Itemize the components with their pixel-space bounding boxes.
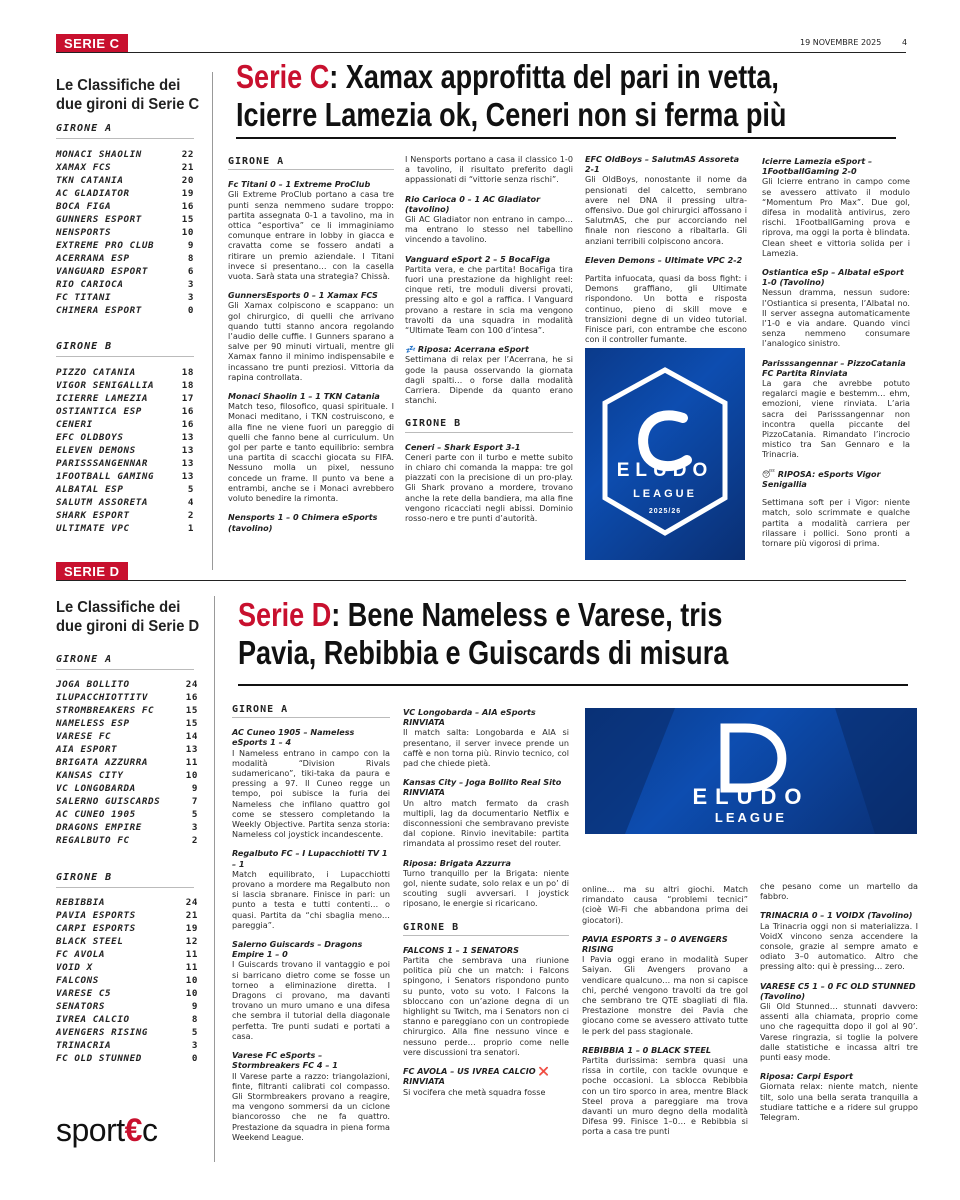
team-points: 3 [187, 292, 194, 303]
section-tag-serie-d: SERIE D [56, 562, 128, 580]
standings-row [56, 161, 194, 174]
standings-row [56, 974, 198, 987]
team-name: RIO CARIOCA [56, 279, 124, 290]
match-title: AC Cuneo 1905 – Nameless eSports 1 – 4 [232, 727, 355, 748]
standings-row [56, 795, 198, 808]
match-title: Icierre Lamezia eSport – 1FootballGaming 2-0 [762, 156, 873, 177]
match-title: Ostiantica eSp – Albatal eSport 1-0 (Tavolino) [762, 267, 904, 288]
standings-row [56, 457, 194, 470]
team-points: 11 [185, 757, 198, 768]
standings-row [56, 392, 194, 405]
standings-row [56, 252, 194, 265]
article-d-col4 [760, 881, 918, 1122]
team-points: 11 [185, 949, 198, 960]
standings-row [56, 187, 194, 200]
article-d-col1 [232, 703, 390, 1142]
match-report: Nessun dramma, nessun sudore: l’Ostiantica si presenta, l’Albatal no. Il server assegna automaticamente l’1-0 e via andare. Quando vinci senza nemmeno consumare l’analogico sinistro. [762, 287, 910, 349]
standings-row [56, 265, 194, 278]
team-name: PAVIA ESPORTS [56, 910, 136, 921]
match-title [403, 1066, 569, 1086]
team-points: 8 [187, 253, 194, 264]
team-name: TKN CATANIA [56, 175, 124, 186]
team-name: STROMBREAKERS FC [56, 705, 155, 716]
team-name: FC OLD STUNNED [56, 1053, 142, 1064]
standings-row [56, 717, 198, 730]
standings-row [56, 431, 194, 444]
team-points: 17 [181, 393, 194, 404]
team-points: 9 [191, 1001, 198, 1012]
match-report: Partita che sembrava una riunione politica più che un match: i Falcons spingono, i Senators rispondono punto su punto, voto su voto. I Falcons la sbloccano con un’azione degna di un highlight su Twitch, ma i Senators non ci stanno e pareggiano con un contropiede chirurgico. Alla fine nessuno vince e nessuno perde… proprio come nelle vere discussioni tra senatori. [403, 955, 569, 1057]
article-c-col2 [405, 154, 573, 523]
team-points: 15 [185, 718, 198, 729]
team-points: 21 [181, 162, 194, 173]
match-title-text: FC AVOLA – US IVREA CALCIO [403, 1066, 536, 1077]
team-points: 13 [181, 432, 194, 443]
headline-rule [238, 684, 908, 686]
match-report: Si vocifera che metà squadra fosse [403, 1086, 546, 1097]
column-rule [214, 596, 215, 1162]
standings-d-girone-a [56, 678, 198, 847]
match-title: Monaci Shaolin 1 – 1 TKN Catania [228, 391, 380, 402]
match-report: I Nensports portano a casa il classico 1-0 a tavolino, il risultato preferito dagli appassionati di “vittorie senza rischi”. [405, 154, 573, 185]
standings-row [56, 769, 198, 782]
standings-row [56, 291, 194, 304]
team-points: 15 [181, 214, 194, 225]
team-name: FC TITANI [56, 292, 112, 303]
team-name: NENSPORTS [56, 227, 112, 238]
match-report: Match teso, filosofico, quasi spirituale. I Monaci meditano, i TKN costruiscono, e alla fine ne viene fuori un pareggio di quelli che fanno bene al curriculum. Un gol per parte e tanto equilibrio: sembra una partita di scacchi giocata su FIFA. Nessuno molla un pixel, nessuno concede un frame. Il punto va bene a entrambi, anche se i Monaci avrebbero voluto benedire la rimonta. [228, 401, 394, 504]
team-points: 16 [181, 406, 194, 417]
team-name: ULTIMATE VPC [56, 523, 130, 534]
team-points: 13 [181, 458, 194, 469]
article-c-col4 [762, 156, 910, 548]
team-points: 3 [191, 1040, 198, 1051]
team-points: 3 [187, 279, 194, 290]
team-points: 10 [185, 988, 198, 999]
article-c-col3 [585, 154, 747, 344]
team-name: EXTREME PRO CLUB [56, 240, 155, 251]
match-title: Salerno Guiscards – Dragons Empire 1 – 0 [232, 939, 363, 960]
article-d-col2 [403, 707, 569, 1097]
team-name: GUNNERS ESPORT [56, 214, 142, 225]
team-name: REBIBBIA [56, 897, 106, 908]
header-rule [56, 52, 906, 53]
match-title: FALCONS 1 – 1 SENATORS [403, 944, 519, 955]
standings-row [56, 935, 198, 948]
match-title: PAVIA ESPORTS 3 – 0 AVENGERS RISING [582, 933, 728, 955]
team-points: 2 [191, 835, 198, 846]
standings-row [56, 366, 194, 379]
team-name: ELEVEN DEMONS [56, 445, 136, 456]
match-title: Ceneri – Shark Esport 3-1 [405, 441, 521, 452]
cross-icon: ❌ [538, 1066, 549, 1077]
standings-row [56, 821, 198, 834]
sidebar-d-girone-a-label: GIRONE A [56, 654, 113, 665]
sidebar-c-title [56, 76, 199, 114]
team-points: 14 [185, 731, 198, 742]
headline-d-line1: : Bene Nameless e Varese, tris [331, 596, 723, 633]
standings-row [56, 405, 194, 418]
headline-serie-d [238, 596, 728, 672]
match-title: 😴 RIPOSA: eSports Vigor Senigallia [762, 468, 881, 489]
brand-right: c [141, 1112, 158, 1148]
standings-row [56, 704, 198, 717]
team-points: 21 [185, 910, 198, 921]
match-report: Partita infuocata, quasi da boss fight: i Demons graffiano, gli Ultimate rispondono. Un botta e risposta continuo, pieno di skill move e transizioni degne di un video tutorial. Finisce pari, con entrambe che escono con il controller fumante. [585, 273, 747, 345]
match-report: Ceneri parte con il turbo e mette subito in chiaro chi comanda la mappa: tre gol piazzati con la precisione di un pro-play. Gli Shark provano a mordere, trovano anche la rete della bandiera, ma alla fine vengono ricacciati negli abissi. Dominio rosso-nero e tre punti d’autorità. [405, 451, 573, 524]
team-points: 20 [181, 175, 194, 186]
match-report: Gli Icierre entrano in campo come se avessero attivato il modulo “Momentum Pro Max”. Due gol, difesa in modalità antivirus, zero rischi. 1FootballGaming prova e riprova, ma oggi la porta è blindata. Clean sheet e vittoria solida per i Lamezia. [762, 176, 910, 258]
logo-wordmark: ELUDO [692, 784, 810, 809]
headline-c-line1: : Xamax approfitta del pari in vetta, [329, 58, 779, 95]
sidebar-c-girone-b-label: GIRONE B [56, 341, 113, 352]
team-name: XAMAX FCS [56, 162, 112, 173]
team-name: BRIGATA AZZURRA [56, 757, 148, 768]
standings-row [56, 1013, 198, 1026]
team-points: 13 [181, 445, 194, 456]
standings-row [56, 987, 198, 1000]
standings-row [56, 730, 198, 743]
girone-heading: GIRONE B [405, 418, 462, 430]
standings-row [56, 782, 198, 795]
team-name: NAMELESS ESP [56, 718, 130, 729]
standings-row [56, 418, 194, 431]
match-report: I Pavia oggi erano in modalità Super Saiyan. Gli Avengers provano a vendicare qualcuno… ma non si capisce chi, perché vengono travolti da tre gol che sembrano tre QTE sbagliati di fila. Prestazione monstre dei Pavia che giocano come se avessero attivato tutte le perk del pass stagionale. [582, 954, 748, 1036]
standings-row [56, 470, 194, 483]
page-number: 4 [902, 38, 908, 47]
match-title: Riposa: Brigata Azzurra [403, 857, 511, 868]
standings-c-girone-b [56, 366, 194, 535]
headline-serie-c [236, 58, 786, 134]
team-points: 10 [185, 770, 198, 781]
headline-c-line2: Icierre Lamezia ok, Ceneri non si ferma più [236, 96, 787, 133]
team-name: VARESE FC [56, 731, 112, 742]
match-report: online… ma su altri giochi. Match rimandato causa “problemi tecnici” (cioè Wi-Fi che abbandona prima dei giocatori). [582, 884, 748, 925]
divider [403, 935, 569, 936]
standings-row [56, 522, 194, 535]
team-name: AIA ESPORT [56, 744, 118, 755]
team-name: AC CUNEO 1905 [56, 809, 136, 820]
team-points: 16 [181, 201, 194, 212]
team-points: 8 [191, 1014, 198, 1025]
match-report: Il Varese parte a razzo: triangolazioni, finte, filtranti calibrati col compasso. Gli Stormbreakers provano a reagire, ma vengono sommersi da un ciclone biancorosso che ne fa quattro. Prestazione da squadra in piena forma Weekend League. [232, 1070, 390, 1142]
standings-d-girone-b [56, 896, 198, 1065]
match-report: Turno tranquillo per la Brigata: niente gol, niente sudate, solo relax e un po’ di scouting sugli avversari. I joystick riposano, le energie si ricaricano. [403, 867, 569, 909]
team-name: DRAGONS EMPIRE [56, 822, 142, 833]
match-report: Settimana di relax per l’Acerrana, he si gode la pausa osservando la giornata dagli spalti… o forse dalla modalità Carriera. Dipende da quanto erano stanchi. [405, 354, 573, 406]
standings-row [56, 483, 194, 496]
team-points: 18 [181, 367, 194, 378]
match-report: Settimana soft per i Vigor: niente match, solo scrimmate e qualche partita a modalità carriera per rilassare i pollici. Sono pronti a tornare più vigorosi di prima. [762, 497, 910, 548]
brand-euro-mark: € [124, 1112, 142, 1148]
team-name: VARESE C5 [56, 988, 112, 999]
team-name: JOGA BOLLITO [56, 679, 130, 690]
team-name: VOID X [56, 962, 93, 973]
match-report: Gli Xamax colpiscono e scappano: un gol chirurgico, di quelli che arrivano quando tutti stanno ancora regolando l’audio delle cuffie. I Gunners sparano a salve per 90 minuti virtuali, mentre gli Xamax fanno il minimo indispensabile e incassano tre punti preziosi. Vittoria da rapina controllata. [228, 300, 394, 382]
girone-heading: GIRONE B [403, 921, 460, 933]
divider [56, 669, 194, 670]
team-name: EFC OLDBOYS [56, 432, 124, 443]
team-name: SHARK ESPORT [56, 510, 130, 521]
team-points: 16 [185, 692, 198, 703]
standings-row [56, 304, 194, 317]
standings-row [56, 948, 198, 961]
team-points: 2 [187, 510, 194, 521]
team-points: 0 [191, 1053, 198, 1064]
match-title: Parisssangennar – PizzoCatania FC Partita Rinviata [762, 357, 906, 378]
team-name: 1FOOTBALL GAMING [56, 471, 155, 482]
team-points: 10 [181, 227, 194, 238]
article-d-col3 [582, 884, 748, 1137]
team-points: 9 [191, 783, 198, 794]
team-points: 9 [187, 240, 194, 251]
standings-row [56, 213, 194, 226]
standings-row [56, 909, 198, 922]
team-points: 4 [187, 497, 194, 508]
sidebar-c-girone-a-label: GIRONE A [56, 123, 113, 134]
match-title: TRINACRIA 0 – 1 VOIDX (Tavolino) [760, 910, 913, 921]
match-report: Giornata relax: niente match, niente tilt, solo una bella serata tranquilla a studiare tattiche e a ridere sul gruppo Telegram. [760, 1081, 918, 1123]
standings-row [56, 379, 194, 392]
divider [56, 356, 194, 357]
match-title: VC Longobarda – AIA eSports RINVIATA [403, 707, 536, 728]
sportec-logo [56, 1112, 157, 1149]
team-points: 16 [181, 419, 194, 430]
team-name: IVREA CALCIO [56, 1014, 130, 1025]
team-name: CARPI ESPORTS [56, 923, 136, 934]
brand-left: sport [56, 1112, 125, 1148]
sidebar-d-title [56, 598, 199, 636]
match-title: 💤 Riposa: Acerrana eSport [405, 344, 529, 355]
sidebar-c-title-line1: Le Classifiche dei [56, 77, 181, 94]
standings-row [56, 743, 198, 756]
team-name: PIZZO CATANIA [56, 367, 136, 378]
article-c-col1 [228, 155, 394, 533]
standings-row [56, 756, 198, 769]
standings-row [56, 148, 194, 161]
team-name: VC LONGOBARDA [56, 783, 136, 794]
team-name: REGALBUTO FC [56, 835, 130, 846]
match-title: Rio Carioca 0 – 1 AC Gladiator (tavolino) [405, 193, 541, 214]
team-points: 15 [185, 705, 198, 716]
standings-row [56, 922, 198, 935]
eludo-league-banner [585, 708, 917, 834]
team-name: PARISSSANGENNAR [56, 458, 148, 469]
match-title-status: RINVIATA [403, 1076, 445, 1087]
match-title: Eleven Demons – Ultimate VPC 2-2 [585, 254, 743, 265]
team-name: BOCA FIGA [56, 201, 112, 212]
team-points: 5 [187, 484, 194, 495]
standings-row [56, 200, 194, 213]
match-report: che pesano come un martello da fabbro. [760, 881, 918, 902]
team-name: KANSAS CITY [56, 770, 124, 781]
team-points: 1 [187, 523, 194, 534]
match-report: I Nameless entrano in campo con la modalità “Division Rivals sudamericano”, tiki-taka da paura e pressing a 97. Il Cuneo regge un tempo, poi subisce la furia dei Nameless che infilano quattro gol come se stessero completando la Weekly Objective. Partita senza storia: Nameless col joystick incandescente. [232, 747, 390, 840]
team-name: OSTIANTICA ESP [56, 406, 142, 417]
logo-sub: LEAGUE [714, 810, 788, 825]
match-title: Nensports 1 – 0 Chimera eSports (tavolino) [228, 512, 378, 533]
team-name: AVENGERS RISING [56, 1027, 148, 1038]
standings-row [56, 1039, 198, 1052]
standings-row [56, 1000, 198, 1013]
team-points: 7 [191, 796, 198, 807]
logo-sub: LEAGUE [633, 488, 697, 500]
column-rule [212, 72, 213, 570]
team-points: 19 [185, 923, 198, 934]
sidebar-c-title-line2: due gironi di Serie C [56, 96, 200, 113]
headline-c-highlight: Serie C [236, 58, 330, 95]
team-name: BLACK STEEL [56, 936, 124, 947]
standings-row [56, 444, 194, 457]
match-report: Gli AC Gladiator non entrano in campo… ma entrano lo stesso nel tabellino vincendo a tavolino. [405, 214, 573, 245]
standings-row [56, 226, 194, 239]
standings-row [56, 834, 198, 847]
team-name: ICIERRE LAMEZIA [56, 393, 148, 404]
standings-row [56, 678, 198, 691]
team-name: SALERNO GUISCARDS [56, 796, 161, 807]
team-name: FALCONS [56, 975, 99, 986]
eludo-league-logo [585, 348, 745, 560]
team-points: 24 [185, 679, 198, 690]
standings-row [56, 1052, 198, 1065]
team-points: 5 [191, 1027, 198, 1038]
match-title: GunnersEsports 0 – 1 Xamax FCS [228, 290, 378, 301]
issue-date: 19 NOVEMBRE 2025 [800, 38, 882, 47]
hexagon-emblem-icon [585, 348, 745, 560]
sidebar-d-girone-b-label: GIRONE B [56, 872, 113, 883]
match-title: Riposa: Carpi Esport [760, 1071, 854, 1082]
team-points: 12 [185, 936, 198, 947]
match-title: REBIBBIA 1 – 0 BLACK STEEL [582, 1044, 712, 1055]
team-name: ACERRANA ESP [56, 253, 130, 264]
match-report: Partita durissima: sembra quasi una rissa in cortile, con tackle ovunque e poche occasioni. La sblocca Rebibbia con un tiro sporco in area, mentre Black Steel prova a pareggiare ma trova davanti un muro degno della modalità Difesa 99. Finisce 1–0… e Rebibbia si porta a casa tre punti [582, 1055, 748, 1137]
headline-d-line2: Pavia, Rebibbia e Guiscards di misura [238, 634, 729, 671]
match-report: Il match salta: Longobarda e AIA si presentano, il server invece prende un caffè e non torna più. Rinvio tecnico, col pad che chiede pietà. [403, 727, 569, 769]
section-tag-serie-c: SERIE C [56, 34, 128, 52]
logo-season: 2025/26 [648, 508, 682, 515]
standings-row [56, 509, 194, 522]
match-report: Partita vera, e che partita! BocaFiga tira fuori una prestazione da highlight reel: cinque reti, tre moduli diversi provati, pressing alto e gol a raffica. I Vanguard provano a restare in scia ma vengono travolti da una squadra in modalità “Ultimate Team con 100 d’intesa”. [405, 263, 573, 336]
divider [228, 169, 394, 170]
team-points: 5 [191, 809, 198, 820]
logo-wordmark: ELUDO [616, 460, 714, 481]
standings-row [56, 239, 194, 252]
standings-row [56, 961, 198, 974]
standings-row [56, 174, 194, 187]
match-report: Gli OldBoys, nonostante il nome da pensionati del calcetto, sembrano avere nel DNA il pressing ultra-offensivo. Due gol chirurgici affossano i SalutmAS, che pur accorciando nel finale non riescono a ribaltarla. Gli anziani terribili colpiscono ancora. [585, 174, 747, 246]
standings-row [56, 496, 194, 509]
team-points: 11 [185, 962, 198, 973]
team-name: FC AVOLA [56, 949, 106, 960]
team-name: ILUPACCHIOTTITV [56, 692, 148, 703]
team-points: 22 [181, 149, 194, 160]
match-title: VARESE C5 1 – 0 FC OLD STUNNED (Tavolino) [760, 980, 916, 1001]
divider [56, 138, 194, 139]
match-title: EFC OldBoys – SalutmAS Assoreta 2-1 [585, 154, 740, 175]
team-name: CENERI [56, 419, 93, 430]
standings-row [56, 1026, 198, 1039]
team-name: TRINACRIA [56, 1040, 112, 1051]
sidebar-d-title-line2: due gironi di Serie D [56, 618, 200, 635]
match-report: Gli Old Stunned… stunnati davvero: assenti alla chiamata, proprio come uno che ragequitta dopo il gol al 90’. Varese ringrazia, si toglie la polvere dalle statistiche e incassa altri tre punti easy mode. [760, 1001, 918, 1063]
standings-row [56, 691, 198, 704]
girone-heading: GIRONE A [232, 704, 289, 715]
team-name: AC GLADIATOR [56, 188, 130, 199]
standings-row [56, 808, 198, 821]
team-points: 13 [181, 471, 194, 482]
team-points: 10 [185, 975, 198, 986]
team-name: ALBATAL ESP [56, 484, 124, 495]
match-report: Un altro match fermato da crash multipli, lag da documentario Netflix e disconnessioni che sembravano previste dal copione. Rinvio inevitabile: partita rimandata al prossimo reset del router. [403, 797, 569, 849]
match-report: La gara che avrebbe potuto regalarci magie e bestemm… ehm, emozioni, viene rinviata. L’aria sacra dei Parisssangennar non incontra quella piccante del PizzoCatania. Rimandato l’incrocio mistico tra San Gennaro e la Trinacria. [762, 378, 910, 460]
headline-rule [236, 137, 896, 139]
girone-heading: GIRONE A [228, 156, 285, 167]
match-report: La Trinacria oggi non si materializza. I VoidX vincono senza accendere la console, grazie al sempre amato e odiato 3–0 automatico. Altro che pressing alto: qui è pressing… zero. [760, 920, 918, 972]
headline-d-highlight: Serie D [238, 596, 332, 633]
team-name: SALUTM ASSORETA [56, 497, 148, 508]
standings-c-girone-a [56, 148, 194, 317]
team-name: SENATORS [56, 1001, 106, 1012]
match-title: Varese FC eSports – Stormbreakers FC 4 – 1 [232, 1050, 338, 1071]
match-title: Regalbuto FC – I Lupacchiotti TV 1 – 1 [232, 848, 388, 869]
match-title: Fc Titani 0 – 1 Extreme ProClub [228, 179, 371, 190]
sidebar-d-title-line1: Le Classifiche dei [56, 599, 181, 616]
team-points: 13 [185, 744, 198, 755]
divider [405, 432, 573, 433]
team-points: 3 [191, 822, 198, 833]
team-points: 0 [187, 305, 194, 316]
team-points: 6 [187, 266, 194, 277]
match-title: Vanguard eSport 2 – 5 BocaFiga [405, 253, 551, 264]
team-points: 19 [181, 188, 194, 199]
team-points: 24 [185, 897, 198, 908]
divider [232, 717, 390, 718]
match-title: Kansas City – Joga Bollito Real Sito RINVIATA [403, 777, 562, 798]
divider [56, 887, 194, 888]
team-name: CHIMERA ESPORT [56, 305, 142, 316]
team-name: MONACI SHAOLIN [56, 149, 142, 160]
match-report: I Guiscards trovano il vantaggio e poi si barricano dietro come se fosse un torneo a eliminazione diretta. I Dragons ci provano, ma davanti trovano un muro umano e una difesa che sembra il tutorial della diagonale perfetta. Tre punti sudati e portati a casa. [232, 959, 390, 1041]
match-report: Gli Extreme ProClub portano a casa tre punti senza nemmeno sudare troppo: partita assegnata 0-1 a tavolino, ma in ottica “esportiva” ce li immaginiamo comunque entrare in lobby in giacca e cravatta come se fossero andati a ritirare un premio aziendale. I Titani invece si presentano… con la casella vuota. Sarà stata una strategia? Chissà. [228, 189, 394, 282]
standings-row [56, 896, 198, 909]
section-rule [56, 580, 906, 581]
standings-row [56, 278, 194, 291]
match-report: Match equilibrato, i Lupacchiotti provano a mordere ma Regalbuto non si lascia sbranare. Finisce in pari: un punto a testa e tutti contenti… o quasi. Partita da “chi sbaglia meno… pareggia”. [232, 868, 390, 930]
team-points: 18 [181, 380, 194, 391]
team-name: VIGOR SENIGALLIA [56, 380, 155, 391]
team-name: VANGUARD ESPORT [56, 266, 148, 277]
